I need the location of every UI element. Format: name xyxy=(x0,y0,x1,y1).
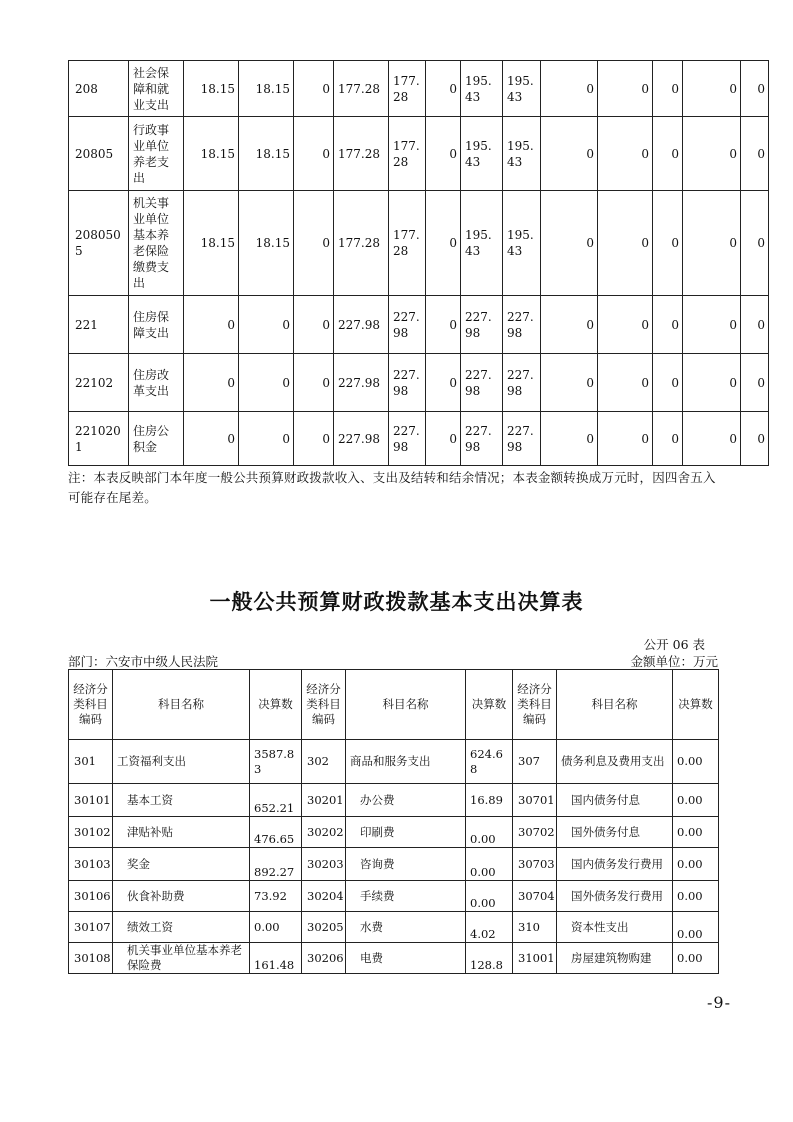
amount-cell: 0 xyxy=(598,117,653,191)
econ-name-cell: 印刷费 xyxy=(346,817,466,848)
econ-code-cell: 30102 xyxy=(69,817,113,848)
subject-code-cell: 208 xyxy=(69,61,129,117)
amount-cell: 0 xyxy=(239,412,294,466)
amount-cell: 227.98 xyxy=(334,354,389,412)
header-code: 经济分类科目编码 xyxy=(302,670,346,740)
amount-cell: 0 xyxy=(426,412,461,466)
amount-cell: 227.98 xyxy=(503,412,541,466)
econ-code-cell: 30206 xyxy=(302,943,346,974)
table-row xyxy=(69,784,719,817)
subject-code-cell: 20805 xyxy=(69,117,129,191)
econ-name-cell: 国外债务发行费用 xyxy=(557,881,673,912)
amount-cell: 0.00 xyxy=(466,817,513,848)
table-header-row xyxy=(69,670,719,740)
table-row xyxy=(69,191,769,296)
amount-cell: 161.48 xyxy=(250,943,302,974)
table-row xyxy=(69,354,769,412)
amount-cell: 3587.83 xyxy=(250,740,302,784)
econ-code-cell: 30101 xyxy=(69,784,113,817)
econ-code-cell: 31001 xyxy=(513,943,557,974)
amount-cell: 0 xyxy=(741,61,769,117)
amount-cell: 0 xyxy=(294,412,334,466)
amount-cell: 0 xyxy=(598,61,653,117)
amount-cell: 227.98 xyxy=(389,412,426,466)
amount-cell: 0.00 xyxy=(673,784,719,817)
table-row xyxy=(69,740,719,784)
amount-cell: 624.68 xyxy=(466,740,513,784)
amount-cell: 0 xyxy=(683,191,741,296)
amount-cell: 0 xyxy=(426,61,461,117)
amount-cell: 0 xyxy=(541,117,598,191)
amount-cell: 0.00 xyxy=(673,881,719,912)
econ-name-cell: 奖金 xyxy=(113,848,250,881)
amount-cell: 652.21 xyxy=(250,784,302,817)
econ-code-cell: 30202 xyxy=(302,817,346,848)
basic-expenditure-table xyxy=(68,669,719,974)
page-title: 一般公共预算财政拨款基本支出决算表 xyxy=(209,590,584,614)
amount-cell: 18.15 xyxy=(184,117,239,191)
amount-cell: 73.92 xyxy=(250,881,302,912)
econ-name-cell: 伙食补助费 xyxy=(113,881,250,912)
amount-cell: 177.28 xyxy=(389,61,426,117)
amount-cell: 0 xyxy=(541,296,598,354)
econ-name-cell: 商品和服务支出 xyxy=(346,740,466,784)
econ-name-cell: 房屋建筑物购建 xyxy=(557,943,673,974)
amount-cell: 0 xyxy=(184,296,239,354)
amount-cell: 0.00 xyxy=(673,740,719,784)
subject-code-cell: 221 xyxy=(69,296,129,354)
amount-cell: 0 xyxy=(741,191,769,296)
amount-cell: 227.98 xyxy=(389,354,426,412)
amount-cell: 227.98 xyxy=(461,296,503,354)
table-row xyxy=(69,412,769,466)
subject-code-cell: 2210201 xyxy=(69,412,129,466)
econ-code-cell: 310 xyxy=(513,912,557,943)
econ-code-cell: 30205 xyxy=(302,912,346,943)
econ-code-cell: 301 xyxy=(69,740,113,784)
dept-line xyxy=(68,652,718,670)
subject-name-cell: 机关事业单位基本养老保险缴费支出 xyxy=(129,191,184,296)
table-number: 公开 06 表 xyxy=(643,637,705,652)
econ-code-cell: 30103 xyxy=(69,848,113,881)
amount-cell: 0 xyxy=(653,61,683,117)
table-row xyxy=(69,848,719,881)
econ-code-cell: 307 xyxy=(513,740,557,784)
amount-cell: 0 xyxy=(239,354,294,412)
econ-code-cell: 30106 xyxy=(69,881,113,912)
amount-cell: 0 xyxy=(426,354,461,412)
header-amount: 决算数 xyxy=(250,670,302,740)
amount-cell: 0 xyxy=(653,412,683,466)
amount-cell: 0 xyxy=(294,354,334,412)
amount-cell: 227.98 xyxy=(503,296,541,354)
amount-cell: 0 xyxy=(683,61,741,117)
econ-code-cell: 30703 xyxy=(513,848,557,881)
amount-cell: 0 xyxy=(426,191,461,296)
subject-name-cell: 住房保障支出 xyxy=(129,296,184,354)
econ-code-cell: 30204 xyxy=(302,881,346,912)
amount-cell: 0 xyxy=(683,412,741,466)
econ-code-cell: 30107 xyxy=(69,912,113,943)
header-code: 经济分类科目编码 xyxy=(69,670,113,740)
amount-cell: 0.00 xyxy=(673,817,719,848)
amount-cell: 0 xyxy=(294,191,334,296)
amount-cell: 18.15 xyxy=(239,117,294,191)
amount-cell: 195.43 xyxy=(461,117,503,191)
econ-code-cell: 302 xyxy=(302,740,346,784)
amount-cell: 0 xyxy=(541,191,598,296)
budget-summary-table xyxy=(68,60,769,466)
econ-name-cell: 水费 xyxy=(346,912,466,943)
amount-cell: 18.15 xyxy=(239,61,294,117)
amount-cell: 0 xyxy=(541,412,598,466)
table-note: 注：本表反映部门本年度一般公共预算财政拨款收入、支出及结转和结余情况；本表金额转换成万元时，因四舍五入可能存在尾差。 xyxy=(68,470,716,505)
amount-cell: 0 xyxy=(683,354,741,412)
amount-cell: 18.15 xyxy=(239,191,294,296)
amount-cell: 0.00 xyxy=(673,943,719,974)
amount-cell: 476.65 xyxy=(250,817,302,848)
table-row xyxy=(69,817,719,848)
amount-cell: 0 xyxy=(426,117,461,191)
econ-name-cell: 国外债务付息 xyxy=(557,817,673,848)
header-name: 科目名称 xyxy=(346,670,466,740)
amount-cell: 0 xyxy=(598,354,653,412)
subject-name-cell: 社会保障和就业支出 xyxy=(129,61,184,117)
amount-cell: 0.00 xyxy=(673,848,719,881)
amount-cell: 0 xyxy=(541,61,598,117)
amount-cell: 0 xyxy=(653,117,683,191)
amount-cell: 0.00 xyxy=(466,881,513,912)
table-row xyxy=(69,943,719,974)
amount-cell: 0 xyxy=(653,354,683,412)
header-code: 经济分类科目编码 xyxy=(513,670,557,740)
amount-cell: 227.98 xyxy=(334,412,389,466)
amount-cell: 18.15 xyxy=(184,191,239,296)
amount-cell: 177.28 xyxy=(334,117,389,191)
econ-code-cell: 30702 xyxy=(513,817,557,848)
econ-name-cell: 资本性支出 xyxy=(557,912,673,943)
amount-cell: 0 xyxy=(541,354,598,412)
amount-cell: 195.43 xyxy=(503,117,541,191)
table-row xyxy=(69,117,769,191)
econ-name-cell: 国内债务付息 xyxy=(557,784,673,817)
table-row xyxy=(69,912,719,943)
amount-cell: 177.28 xyxy=(389,117,426,191)
amount-cell: 16.89 xyxy=(466,784,513,817)
amount-cell: 227.98 xyxy=(461,412,503,466)
econ-code-cell: 30704 xyxy=(513,881,557,912)
econ-name-cell: 手续费 xyxy=(346,881,466,912)
amount-cell: 0 xyxy=(653,191,683,296)
amount-cell: 0.00 xyxy=(466,848,513,881)
table-row xyxy=(69,61,769,117)
amount-cell: 0 xyxy=(741,296,769,354)
header-name: 科目名称 xyxy=(557,670,673,740)
amount-cell: 0 xyxy=(683,296,741,354)
amount-cell: 0 xyxy=(239,296,294,354)
amount-cell: 227.98 xyxy=(461,354,503,412)
subject-code-cell: 22102 xyxy=(69,354,129,412)
amount-cell: 0.00 xyxy=(673,912,719,943)
econ-code-cell: 30203 xyxy=(302,848,346,881)
amount-cell: 177.28 xyxy=(334,191,389,296)
amount-cell: 195.43 xyxy=(461,191,503,296)
amount-cell: 0 xyxy=(294,117,334,191)
econ-name-cell: 债务利息及费用支出 xyxy=(557,740,673,784)
amount-cell: 195.43 xyxy=(503,191,541,296)
amount-cell: 0 xyxy=(683,117,741,191)
amount-cell: 0 xyxy=(184,412,239,466)
econ-name-cell: 绩效工资 xyxy=(113,912,250,943)
econ-name-cell: 工资福利支出 xyxy=(113,740,250,784)
amount-cell: 4.02 xyxy=(466,912,513,943)
econ-name-cell: 机关事业单位基本养老保险费 xyxy=(113,943,250,974)
table-row xyxy=(69,296,769,354)
econ-code-cell: 30701 xyxy=(513,784,557,817)
amount-cell: 0 xyxy=(184,354,239,412)
econ-name-cell: 电费 xyxy=(346,943,466,974)
econ-name-cell: 咨询费 xyxy=(346,848,466,881)
department-label: 部门：六安市中级人民法院 xyxy=(68,654,219,669)
amount-cell: 0 xyxy=(294,296,334,354)
amount-cell: 18.15 xyxy=(184,61,239,117)
amount-cell: 128.8 xyxy=(466,943,513,974)
amount-cell: 227.98 xyxy=(334,296,389,354)
table-row xyxy=(69,881,719,912)
amount-cell: 227.98 xyxy=(503,354,541,412)
subject-name-cell: 住房改革支出 xyxy=(129,354,184,412)
econ-name-cell: 基本工资 xyxy=(113,784,250,817)
amount-cell: 0 xyxy=(741,412,769,466)
amount-cell: 892.27 xyxy=(250,848,302,881)
subject-name-cell: 住房公积金 xyxy=(129,412,184,466)
header-amount: 决算数 xyxy=(673,670,719,740)
econ-code-cell: 30201 xyxy=(302,784,346,817)
page-number: -9- xyxy=(707,993,731,1012)
econ-name-cell: 国内债务发行费用 xyxy=(557,848,673,881)
econ-name-cell: 办公费 xyxy=(346,784,466,817)
amount-cell: 177.28 xyxy=(389,191,426,296)
header-name: 科目名称 xyxy=(113,670,250,740)
amount-cell: 0 xyxy=(598,412,653,466)
amount-cell: 0 xyxy=(598,296,653,354)
unit-label: 金额单位：万元 xyxy=(630,654,718,669)
econ-code-cell: 30108 xyxy=(69,943,113,974)
amount-cell: 0 xyxy=(294,61,334,117)
amount-cell: 0 xyxy=(741,354,769,412)
amount-cell: 195.43 xyxy=(461,61,503,117)
subject-code-cell: 2080505 xyxy=(69,191,129,296)
amount-cell: 0 xyxy=(741,117,769,191)
subject-name-cell: 行政事业单位养老支出 xyxy=(129,117,184,191)
amount-cell: 0 xyxy=(426,296,461,354)
amount-cell: 227.98 xyxy=(389,296,426,354)
econ-name-cell: 津贴补贴 xyxy=(113,817,250,848)
amount-cell: 177.28 xyxy=(334,61,389,117)
amount-cell: 195.43 xyxy=(503,61,541,117)
amount-cell: 0.00 xyxy=(250,912,302,943)
header-amount: 决算数 xyxy=(466,670,513,740)
amount-cell: 0 xyxy=(598,191,653,296)
amount-cell: 0 xyxy=(653,296,683,354)
